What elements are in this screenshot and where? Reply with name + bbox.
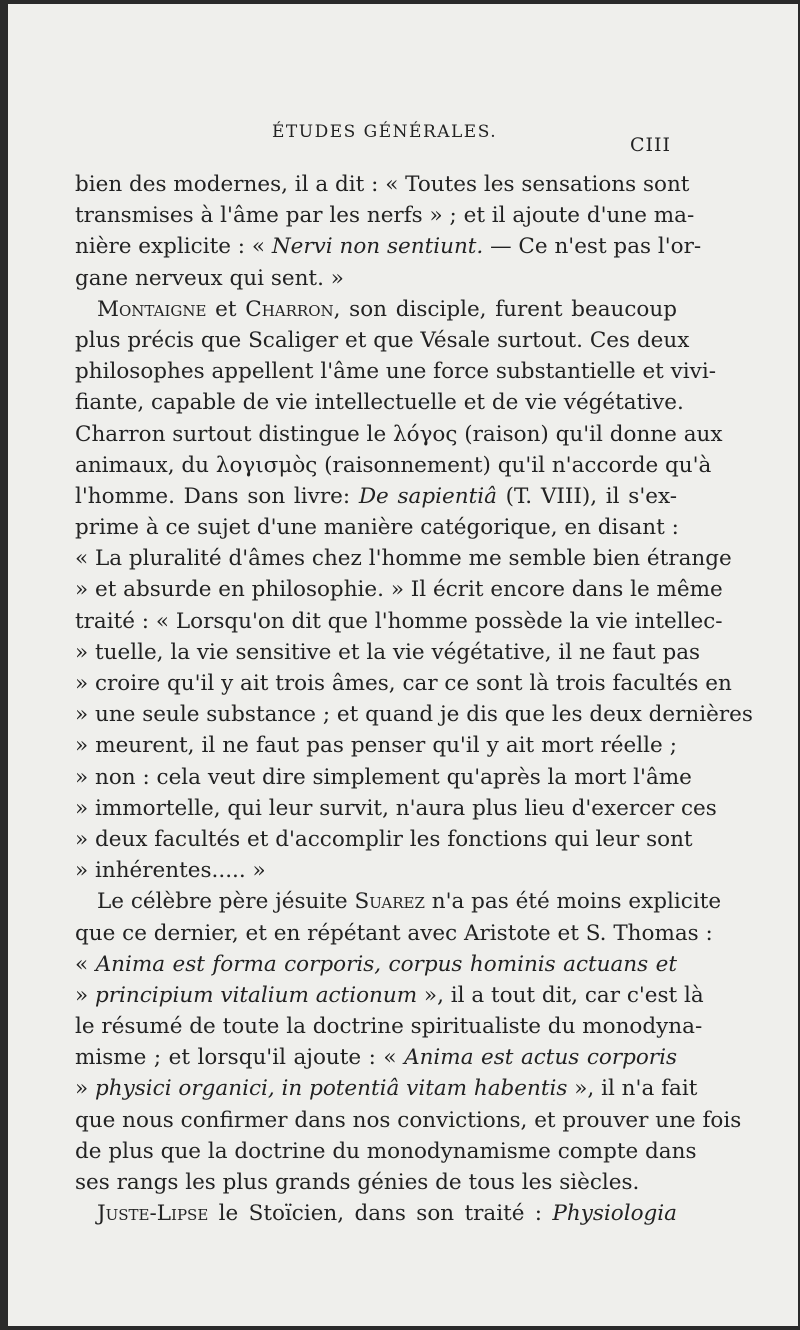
italic-text: principium vitalium actionum — [95, 982, 418, 1008]
text-segment: que nous confirmer dans nos convictions, et prouver une fois — [75, 1107, 742, 1133]
text-line — [75, 1167, 677, 1198]
text-segment: misme ; et lorsqu'il ajoute : « — [75, 1045, 405, 1071]
text-segment: » non : cela veut dire simplement qu'après la mort l'âme — [75, 764, 692, 790]
text-segment: nière explicite : « — [75, 234, 272, 260]
text-segment: gane nerveux qui sent. » — [75, 265, 344, 291]
text-line — [75, 1105, 742, 1136]
text-segment: de plus que la doctrine du monodynamisme compte dans — [75, 1138, 697, 1164]
text-line — [75, 1042, 677, 1073]
text-line — [75, 699, 753, 730]
text-segment: » croire qu'il y ait trois âmes, car ce sont là trois facultés en — [75, 671, 732, 696]
text-segment: », il n'a fait — [567, 1076, 698, 1102]
text-line — [75, 1198, 677, 1229]
text-line — [75, 762, 692, 793]
text-segment: « La pluralité d'âmes chez l'homme me semble bien étrange — [75, 546, 732, 572]
text-segment: animaux, du λογισμὸς (raisonnement) qu'il n'accorde qu'à — [75, 452, 712, 478]
text-segment: le Stoïcien, dans son traité : — [208, 1201, 553, 1227]
text-line — [75, 231, 702, 262]
body-text — [75, 169, 753, 1229]
text-line — [75, 824, 693, 855]
text-segment: philosophes appellent l'âme une force substantielle et vivi- — [75, 359, 716, 385]
text-line — [75, 356, 716, 387]
text-line — [75, 200, 695, 231]
text-segment: , son disciple, furent beaucoup — [333, 296, 677, 322]
text-line — [75, 574, 723, 605]
text-line — [75, 169, 690, 200]
text-segment: prime à ce sujet d'une manière catégorique, en disant : — [75, 515, 679, 541]
small-caps-name: Juste-Lipse — [97, 1201, 209, 1227]
text-line — [75, 450, 712, 481]
text-line — [75, 263, 677, 294]
text-segment: » et absurde en philosophie. » Il écrit encore dans le même — [75, 577, 723, 603]
text-line — [75, 512, 677, 543]
text-segment: Le célèbre père jésuite — [97, 889, 355, 915]
text-segment: — Ce n'est pas l'or- — [483, 234, 702, 260]
text-line — [75, 793, 717, 824]
text-segment: « — [75, 951, 96, 977]
text-segment: le résumé de toute la doctrine spiritualiste du monodyna- — [75, 1014, 703, 1040]
text-line — [75, 1011, 703, 1042]
text-segment: » une seule substance ; et quand je dis que les deux dernières — [75, 702, 753, 728]
text-segment: que ce dernier, et en répétant avec Aristote et S. Thomas : — [75, 920, 713, 946]
text-segment: » — [75, 1076, 95, 1102]
text-line — [75, 949, 677, 980]
text-segment: » tuelle, la vie sensitive et la vie végétative, il ne faut pas — [75, 639, 701, 665]
text-segment: » inhérentes..... » — [75, 858, 266, 884]
text-line — [75, 294, 677, 325]
small-caps-name: Charron — [245, 296, 334, 322]
text-segment: » deux facultés et d'accomplir les fonctions qui leur sont — [75, 826, 693, 852]
text-line — [75, 419, 723, 450]
small-caps-name: Montaigne — [97, 296, 207, 322]
italic-text: Anima est actus corporis — [404, 1045, 677, 1071]
text-segment: ses rangs les plus grands génies de tous les siècles. — [75, 1170, 640, 1195]
text-line — [75, 606, 723, 637]
text-segment: n'a pas été moins explicite — [424, 889, 722, 915]
text-line — [75, 855, 677, 886]
text-segment: Charron surtout distingue le λόγος (raison) qu'il donne aux — [75, 421, 723, 447]
text-segment: plus précis que Scaliger et que Vésale surtout. Ces deux — [75, 327, 690, 353]
text-line — [75, 543, 732, 574]
text-line — [75, 637, 701, 668]
italic-text: physici organici, in potentiâ vitam habentis — [95, 1076, 568, 1102]
text-segment: l'homme. Dans son livre: — [75, 483, 359, 509]
italic-text: Anima est forma corporis, corpus hominis actuans et — [95, 951, 677, 977]
text-segment: » meurent, il ne faut pas penser qu'il y ait mort réelle ; — [75, 733, 677, 759]
text-segment: fiante, capable de vie intellectuelle et de vie végétative. — [75, 390, 684, 416]
italic-text: Nervi non sentiunt. — [271, 234, 484, 260]
text-segment: (T. VIII), il s'ex- — [496, 483, 677, 509]
text-line — [75, 980, 704, 1011]
text-line — [75, 668, 732, 699]
text-line — [75, 918, 713, 949]
text-line — [75, 730, 677, 761]
text-line — [75, 325, 690, 356]
page-header — [8, 122, 798, 156]
text-segment: » immortelle, qui leur survit, n'aura plus lieu d'exercer ces — [75, 795, 717, 821]
page-number: CIII — [630, 134, 672, 156]
text-segment: » — [75, 982, 95, 1008]
small-caps-name: Suarez — [354, 889, 425, 915]
running-title: ÉTUDES GÉNÉRALES. — [272, 122, 498, 142]
text-segment: traité : « Lorsqu'on dit que l'homme possède la vie intellec- — [75, 608, 723, 634]
book-page — [8, 4, 798, 1326]
text-line — [75, 481, 677, 512]
text-segment: bien des modernes, il a dit : « Toutes les sensations sont — [75, 172, 690, 197]
text-segment: et — [206, 296, 246, 322]
text-line — [75, 1073, 698, 1104]
italic-text: Physiologia — [552, 1201, 677, 1227]
text-line — [75, 1136, 697, 1167]
text-segment: », il a tout dit, car c'est là — [417, 982, 704, 1008]
text-line — [75, 387, 684, 418]
italic-text: De sapientiâ — [358, 483, 497, 509]
text-segment: transmises à l'âme par les nerfs » ; et il ajoute d'une ma- — [75, 203, 695, 229]
text-line — [75, 886, 722, 917]
